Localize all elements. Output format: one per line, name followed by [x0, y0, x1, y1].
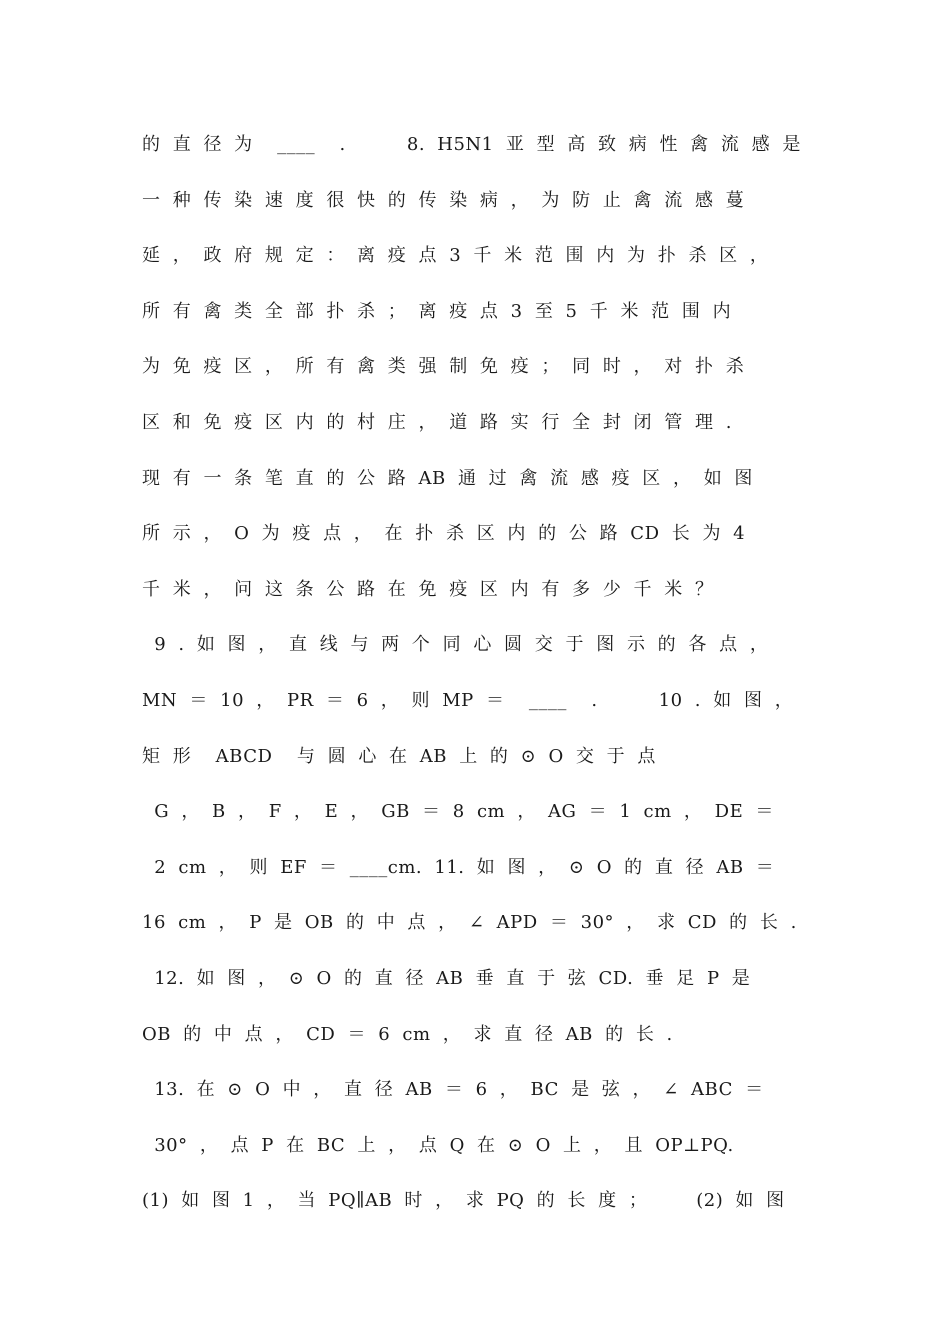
text-line: 一 种 传 染 速 度 很 快 的 传 染 病 ， 为 防 止 禽 流 感 蔓	[142, 190, 745, 211]
text-line: 现 有 一 条 笔 直 的 公 路 AB 通 过 禽 流 感 疫 区 ， 如 图	[142, 468, 753, 489]
text-line: G ， B ， F ， E ， GB ＝ 8 cm ， AG ＝ 1 cm ， DE ＝	[142, 801, 774, 822]
text-line: 所 有 禽 类 全 部 扑 杀 ； 离 疫 点 3 至 5 千 米 范 围 内	[142, 301, 732, 322]
text-line: 2 cm ， 则 EF ＝ ____cm. 11. 如 图 ， ⊙ O 的 直 径 AB ＝	[142, 857, 775, 878]
text-line: OB 的 中 点 ， CD ＝ 6 cm ， 求 直 径 AB 的 长 .	[142, 1024, 673, 1045]
text-line: 30° ， 点 P 在 BC 上 ， 点 Q 在 ⊙ O 上 ， 且 OP⊥PQ.	[142, 1135, 734, 1156]
text-line: 千 米 ， 问 这 条 公 路 在 免 疫 区 内 有 多 少 千 米 ？	[142, 579, 714, 600]
text-line: 16 cm ， P 是 OB 的 中 点 ， ∠ APD ＝ 30° ， 求 CD 的 长 .	[142, 912, 797, 933]
text-line: 12. 如 图 ， ⊙ O 的 直 径 AB 垂 直 于 弦 CD. 垂 足 P 是	[142, 968, 751, 989]
text-line: 所 示 ， O 为 疫 点 ， 在 扑 杀 区 内 的 公 路 CD 长 为 4	[142, 523, 746, 544]
text-line: 矩 形 ABCD 与 圆 心 在 AB 上 的 ⊙ O 交 于 点	[142, 746, 656, 767]
text-line: 为 免 疫 区 ， 所 有 禽 类 强 制 免 疫 ； 同 时 ， 对 扑 杀	[142, 356, 745, 377]
text-line: 区 和 免 疫 区 内 的 村 庄 ， 道 路 实 行 全 封 闭 管 理 .	[142, 412, 732, 433]
text-line: 的 直 径 为 ____ . 8. H5N1 亚 型 高 致 病 性 禽 流 感 是	[142, 134, 801, 155]
text-line: 延 ， 政 府 规 定 ： 离 疫 点 3 千 米 范 围 内 为 扑 杀 区 ，	[142, 245, 769, 266]
text-line: 13. 在 ⊙ O 中 ， 直 径 AB ＝ 6 ， BC 是 弦 ， ∠ ABC ＝	[142, 1079, 764, 1100]
text-line: MN ＝ 10 ， PR ＝ 6 ， 则 MP ＝ ____ . 10 . 如 图 ，	[142, 690, 794, 711]
text-line: (1) 如 图 1 ， 当 PQ∥AB 时 ， 求 PQ 的 长 度 ； (2) 如 图	[142, 1190, 785, 1211]
text-line: 9 . 如 图 ， 直 线 与 两 个 同 心 圆 交 于 图 示 的 各 点 ，	[142, 634, 769, 655]
